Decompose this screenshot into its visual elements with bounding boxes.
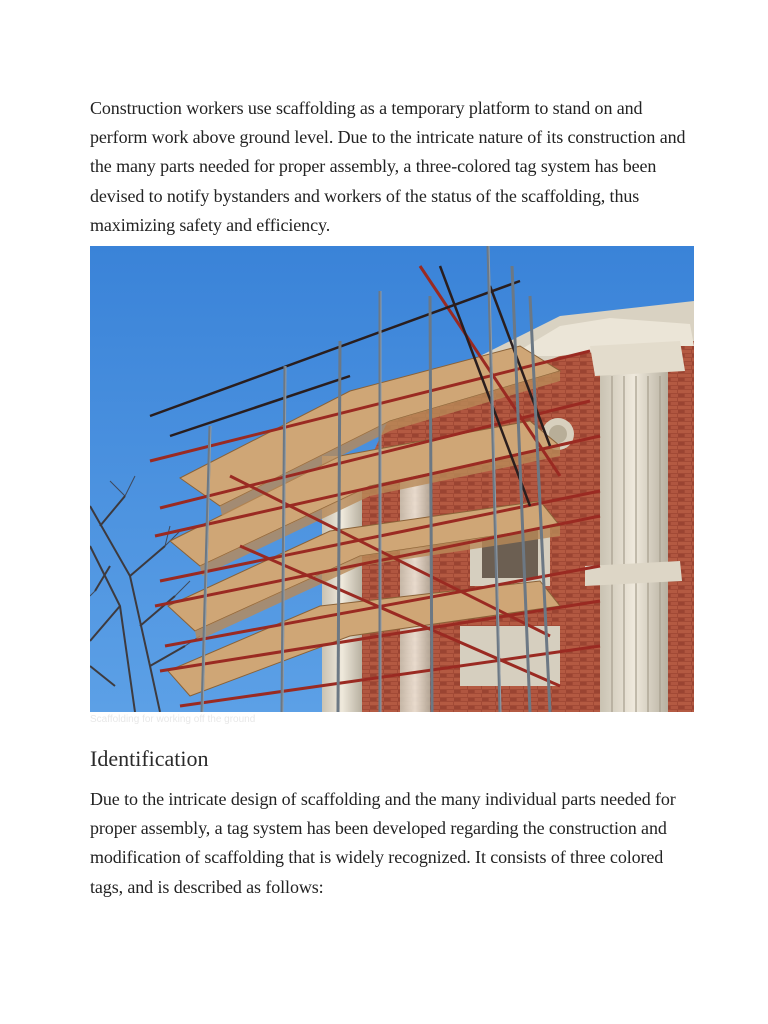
article-body xyxy=(90,94,694,902)
figure-caption: Scaffolding for working off the ground xyxy=(90,714,256,726)
section-paragraph: Due to the intricate design of scaffolding and the many individual parts needed for proper assembly, a tag system has been developed regarding the construction and modification of scaffolding that is widely recognized. It consists of three colored tags, and is described as follows: xyxy=(90,789,676,897)
section-heading: Identification xyxy=(90,746,209,772)
scaffolding-photo xyxy=(90,246,694,712)
intro-paragraph: Construction workers use scaffolding as a temporary platform to stand on and perform work above ground level. Due to the intricate nature of its construction and the many parts needed for proper assembly, a three-colored tag system has been devised to notify bystanders and workers of the status of the scaffolding, thus maximizing safety and efficiency. xyxy=(90,98,686,235)
